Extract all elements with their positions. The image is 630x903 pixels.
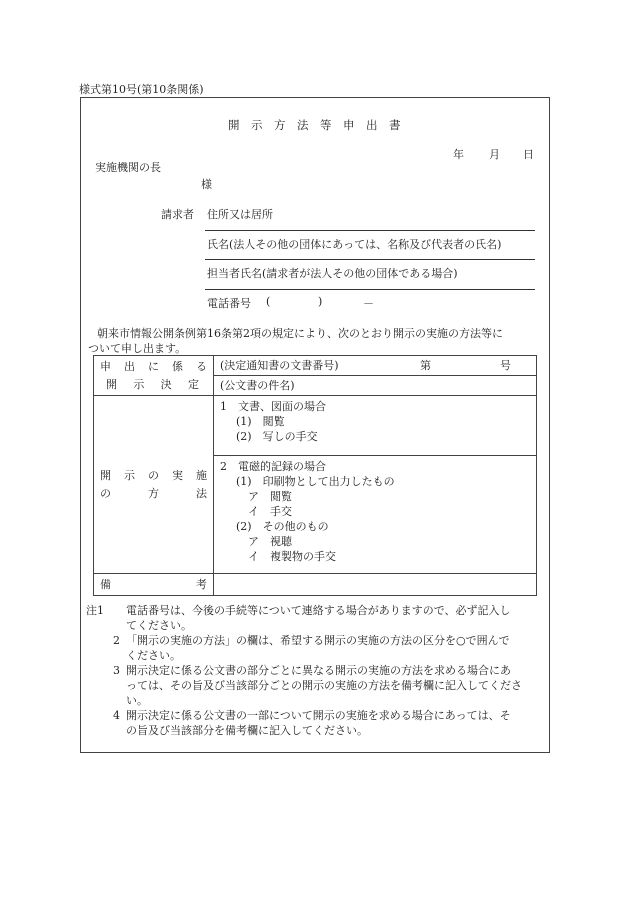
name-line[interactable]	[205, 259, 535, 260]
hdr-char: 申	[100, 360, 111, 373]
notes-section	[86, 603, 538, 738]
note-number: 2	[113, 634, 120, 647]
method-electronic-cell[interactable]	[214, 456, 537, 574]
remarks-cell[interactable]	[214, 574, 537, 596]
addressee: 実施機関の長	[95, 161, 161, 174]
note-line: 開示決定に係る公文書の部分ごとに異なる開示の実施の方法を求める場合にあ	[126, 664, 511, 677]
hdr-char: の	[100, 487, 111, 500]
phone-paren-open: (	[266, 295, 271, 308]
method-option-copy[interactable]: (2) 写しの手交	[236, 430, 318, 443]
hdr-char: 実	[172, 469, 183, 482]
date-day: 日	[523, 148, 534, 161]
date-year: 年	[453, 148, 464, 161]
hdr-char: 出	[124, 360, 135, 373]
method-option-view[interactable]: (1) 閲覧	[236, 415, 285, 428]
name-label: 氏名(法人その他の団体にあっては、名称及び代表者の氏名)	[207, 238, 502, 251]
note-number: 4	[113, 709, 120, 722]
method-printed-heading: (1) 印刷物として出力したもの	[236, 475, 395, 488]
hdr-char: 備	[100, 578, 111, 591]
hdr-char: 示	[124, 469, 135, 482]
method-option-audiovisual[interactable]: ア 視聴	[248, 535, 292, 548]
method-header-cell	[94, 396, 214, 574]
hdr-char: 示	[133, 378, 145, 391]
note-line: い。	[126, 694, 148, 707]
note-line: ください。	[126, 649, 181, 662]
contact-label: 担当者氏名(請求者が法人その他の団体である場合)	[207, 267, 458, 280]
phone-dash: －	[363, 297, 374, 310]
address-line[interactable]	[205, 230, 535, 231]
method-option-copy-deliver[interactable]: イ 複製物の手交	[248, 550, 336, 563]
method-documents-cell[interactable]	[214, 396, 537, 456]
note-line: っては、その旨及び当該部分ごとの開示の実施の方法を備考欄に記入してくださ	[126, 679, 522, 692]
hdr-char: 決	[160, 378, 172, 391]
note-line: 開示決定に係る公文書の一部について開示の実施を求める場合にあっては、そ	[126, 709, 511, 722]
hdr-char: 係	[172, 360, 183, 373]
method-docs-heading: 1 文書、図面の場合	[220, 400, 326, 413]
phone-paren-close: )	[318, 295, 323, 308]
phone-label: 電話番号	[207, 297, 251, 310]
document-title: 開 示 方 法 等 申 出 書	[228, 118, 401, 132]
method-option-printed-deliver[interactable]: イ 手交	[248, 505, 292, 518]
note-item	[86, 633, 538, 663]
note-number: 3	[113, 664, 120, 677]
note-line: てください。	[126, 619, 192, 632]
go-label: 号	[500, 359, 511, 372]
decision-number-cell[interactable]	[214, 356, 537, 376]
decision-header-cell	[94, 356, 214, 396]
hdr-char: 考	[196, 578, 207, 591]
note-item	[86, 603, 538, 633]
remarks-header-cell	[94, 574, 214, 596]
hdr-char: 開	[100, 469, 111, 482]
method-electronic-heading: 2 電磁的記録の場合	[220, 460, 326, 473]
document-name-cell[interactable]	[214, 376, 537, 396]
note-line: の旨及び当該部分を備考欄に記入してください。	[126, 724, 368, 737]
form-number-label: 様式第10号(第10条関係)	[79, 83, 204, 96]
method-other-heading: (2) その他のもの	[236, 520, 329, 533]
note-item	[86, 708, 538, 738]
dai-label: 第	[420, 359, 431, 372]
hdr-char: る	[196, 360, 207, 373]
document-name-label: (公文書の件名)	[220, 379, 295, 392]
addressee-honorific: 様	[201, 178, 212, 191]
hdr-char: 定	[187, 378, 199, 391]
intro-line2: ついて申し出ます。	[88, 342, 187, 355]
intro-line1: 朝来市情報公開条例第16条第2項の規定により、次のとおり開示の実施の方法等に	[97, 327, 503, 340]
hdr-char: 施	[196, 469, 207, 482]
disclosure-table	[93, 355, 537, 596]
note-line: 「開示の実施の方法」の欄は、希望する開示の実施の方法の区分を○で囲んで	[126, 634, 510, 647]
method-option-printed-view[interactable]: ア 閲覧	[248, 490, 292, 503]
hdr-char: の	[148, 469, 159, 482]
note-line: 電話番号は、今後の手続等について連絡する場合がありますので、必ず記入し	[126, 604, 511, 617]
hdr-char: 開	[106, 378, 117, 391]
hdr-char: 方	[148, 487, 159, 500]
note-number: 注1	[86, 604, 104, 617]
date-month: 月	[489, 148, 500, 161]
hdr-char: 法	[196, 487, 207, 500]
contact-line[interactable]	[205, 289, 535, 290]
decision-number-label: (決定通知書の文書番号)	[220, 359, 339, 372]
hdr-char: に	[148, 360, 159, 373]
address-label: 住所又は居所	[207, 208, 273, 221]
note-item	[86, 663, 538, 708]
requester-label: 請求者	[161, 208, 194, 221]
